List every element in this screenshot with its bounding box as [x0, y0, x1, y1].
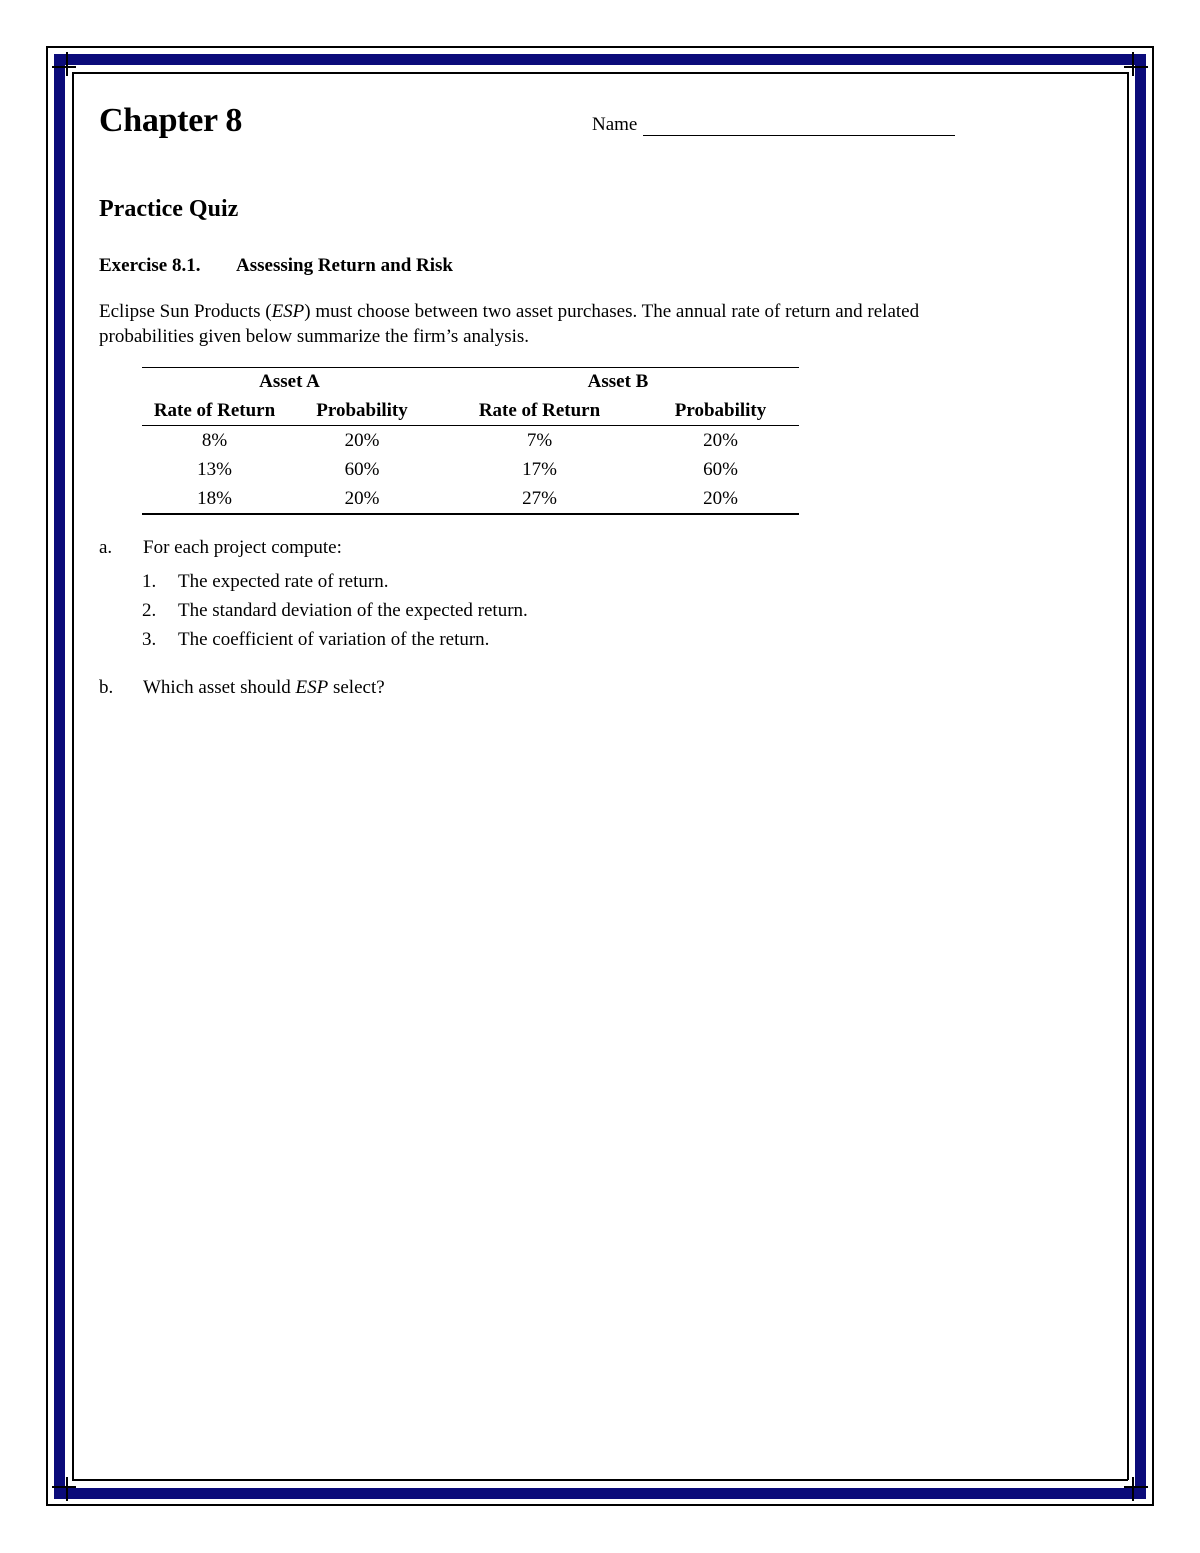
column-header: Rate of Return: [437, 396, 642, 426]
question-b-text-start: Which asset should: [143, 677, 296, 698]
table-cell: 60%: [344, 458, 380, 480]
quiz-title: Practice Quiz: [99, 196, 239, 222]
chapter-title: Chapter 8: [99, 102, 243, 139]
question-a-item-3: [142, 629, 489, 651]
exercise-number: Exercise 8.1.: [99, 255, 201, 276]
intro-text-start: Eclipse Sun Products (: [99, 301, 272, 322]
item-text: The expected rate of return.: [178, 571, 389, 592]
table-cell: 17%: [522, 458, 557, 480]
question-b-text-end: select?: [328, 677, 385, 698]
table-cell: 20%: [344, 429, 380, 451]
item-number: 2.: [142, 600, 157, 621]
name-field: [592, 114, 955, 136]
exercise-heading: [99, 255, 453, 277]
item-number: 3.: [142, 629, 157, 650]
table-cell: 20%: [642, 484, 799, 514]
question-b-text: [143, 677, 385, 699]
intro-paragraph: [99, 299, 989, 349]
exercise-title: Assessing Return and Risk: [236, 255, 453, 276]
question-a: [99, 537, 342, 559]
question-b: [99, 677, 385, 699]
table-cell: 27%: [437, 484, 642, 514]
item-text: The coefficient of variation of the return.: [178, 629, 490, 650]
table-cell: 20%: [703, 429, 738, 451]
table-row: [142, 484, 799, 514]
asset-a-header: Asset A: [142, 368, 437, 397]
column-header: Probability: [287, 396, 437, 426]
column-header: Rate of Return: [142, 396, 287, 426]
table-row: [142, 426, 799, 456]
intro-text-end: ) must choose between two asset purchases. The annual rate of return and related probabilities given below summarize the firm’s analysis.: [99, 301, 920, 347]
name-blank-line[interactable]: [643, 117, 955, 136]
column-header: Probability: [642, 396, 799, 426]
table-cell: 8%: [201, 429, 228, 451]
returns-table: [142, 367, 799, 515]
table-row: [142, 455, 799, 484]
question-a-text: For each project compute:: [143, 537, 342, 558]
item-number: 1.: [142, 571, 157, 592]
table-cell: 13%: [197, 458, 232, 480]
table-cell: 20%: [287, 484, 437, 514]
question-a-item-2: [142, 600, 528, 622]
question-b-label: b.: [99, 677, 114, 698]
table-cell: 60%: [703, 458, 738, 480]
asset-b-header: Asset B: [437, 368, 799, 397]
name-label: Name: [592, 114, 638, 135]
intro-abbr: ESP: [271, 301, 305, 322]
question-a-label: a.: [99, 537, 113, 558]
question-a-item-1: [142, 571, 388, 593]
item-text: The standard deviation of the expected return.: [178, 600, 528, 621]
table-cell: 7%: [526, 429, 553, 451]
question-b-abbr: ESP: [295, 677, 329, 698]
table-cell: 18%: [142, 484, 287, 514]
